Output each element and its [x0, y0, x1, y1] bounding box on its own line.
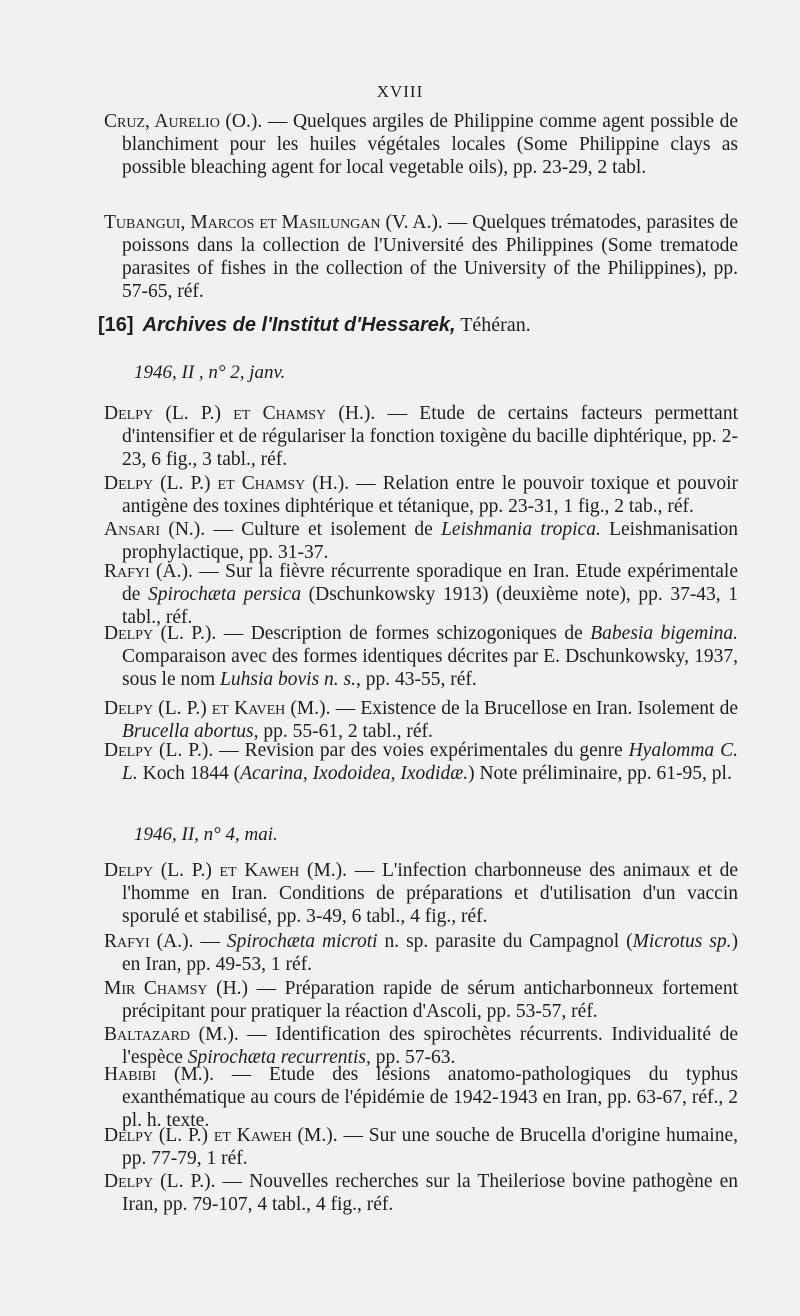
entry-authors: Cruz, Aurelio (O.).: [104, 111, 263, 132]
bib-entry: [104, 622, 738, 691]
entry-text: — Etude des lésions anatomo-pathologiques du typhus exanthématique au cours de l'épidémie de 1942-1943 en Iran, pp. 63-67, réf., 2 pl. h. texte.: [122, 1064, 738, 1131]
bib-entry: [104, 402, 738, 471]
bib-entry: [104, 110, 738, 179]
entry-italic: Spirochæta persica: [147, 584, 302, 605]
entry-text: — Quelques argiles de Philippine comme agent possible de blanchiment pour les huiles végétales locales (Some Philippine clays as possible bleaching agent for local vegetable oils), pp. 23-29, 2 tabl.: [122, 111, 738, 178]
entry-text: —: [193, 931, 227, 952]
entry-italic: Brucella abortus,: [122, 721, 259, 742]
entry-text: Koch 1844 (: [137, 763, 241, 784]
entry-authors: Delpy (L. P.) et Kaveh (M.).: [104, 698, 331, 719]
entry-text: n. sp. parasite du Campagnol (: [377, 931, 633, 952]
entry-italic: Leishmania tropica.: [441, 519, 601, 540]
bib-entry: [104, 930, 738, 976]
bib-entry: [104, 977, 738, 1023]
entry-text: — Préparation rapide de sérum anticharbonneux fortement précipitant pour pratiquer la réaction d'Ascoli, pp. 53-57, réf.: [122, 978, 738, 1022]
entry-text: pp. 57-63.: [370, 1047, 456, 1068]
entry-authors: Delpy (L. P.) et Chamsy (H.).: [104, 473, 350, 494]
entry-text: — Revision par des voies expérimentales du genre: [213, 740, 629, 761]
entry-text: pp. 55-61, 2 tabl., réf.: [258, 721, 433, 742]
entry-text: — Culture et isolement de: [205, 519, 442, 540]
bib-entry: [104, 560, 738, 629]
entry-authors: Rafyi (A.).: [104, 931, 194, 952]
bib-entry: [104, 697, 738, 743]
entry-authors: Delpy (L. P.).: [104, 740, 214, 761]
entry-authors: Rafyi (A.).: [104, 561, 193, 582]
bib-entry: [104, 859, 738, 928]
entry-authors: Tubangui, Marcos et Masilungan (V. A.).: [104, 212, 443, 233]
bib-entry: [104, 1170, 738, 1216]
entry-italic: Hyalomma C. L.: [122, 740, 738, 784]
entry-italic: Spirochæta microti: [226, 931, 378, 952]
journal-city: Téhéran.: [460, 314, 531, 336]
entry-authors: Delpy (L. P.) et Kaweh (M.).: [104, 860, 348, 881]
journal-heading: [98, 314, 531, 337]
entry-text: — Sur la fièvre récurrente sporadique en Iran. Etude expérimentale de: [122, 561, 738, 605]
entry-text: — Identification des spirochètes récurrents. Individualité de l'espèce: [122, 1024, 738, 1068]
entry-text: — Description de formes schizogoniques de: [216, 623, 591, 644]
journal-title: Archives de l'Institut d'Hessarek,: [142, 314, 456, 336]
issue-label: 1946, II, n° 4, mai.: [134, 824, 278, 845]
entry-text: pp. 43-55, réf.: [360, 669, 477, 690]
entry-authors: Mir Chamsy (H.): [104, 978, 249, 999]
entry-text: Leishmanisation prophylactique, pp. 31-37.: [122, 519, 738, 563]
bib-entry: [104, 1124, 738, 1170]
entry-text: (Dschunkowsky 1913) (deuxième note), pp. 37-43, 1 tabl., réf.: [122, 584, 739, 628]
bib-entry: [104, 211, 738, 303]
entry-text: — Nouvelles recherches sur la Theileriose bovine pathogène en Iran, pp. 79-107, 4 tabl., 4 fig., réf.: [122, 1171, 739, 1215]
page-number: XVIII: [376, 82, 424, 101]
entry-text: — Relation entre le pouvoir toxique et pouvoir antigène des toxines diphtérique et tétanique, pp. 23-31, 1 fig., 2 tab., réf.: [122, 473, 738, 517]
entry-authors: Delpy (L. P.) et Chamsy (H.).: [104, 403, 376, 424]
entry-authors: Ansari (N.).: [104, 519, 206, 540]
entry-text: — Quelques trématodes, parasites de poissons dans la collection de l'Université des Philippines (Some trematode parasites of fishes in the collection of the University of the Philippines), pp. 57-65, réf.: [122, 212, 739, 302]
entry-text: Comparaison avec des formes identiques décrites par E. Dschunkowsky, 1937, sous le nom: [122, 646, 738, 690]
bib-entry: [104, 518, 738, 564]
issue-label: 1946, II , n° 2, janv.: [134, 362, 286, 383]
bib-entry: [104, 472, 738, 518]
entry-text: ) en Iran, pp. 49-53, 1 réf.: [122, 931, 739, 975]
entry-italic: Microtus sp.: [632, 931, 732, 952]
entry-authors: Delpy (L. P.).: [104, 1171, 216, 1192]
entry-authors: Baltazard (M.).: [104, 1024, 239, 1045]
entry-text: — Existence de la Brucellose en Iran. Isolement de: [330, 698, 739, 719]
entry-authors: Delpy (L. P.) et Kaweh (M.).: [104, 1125, 338, 1146]
entry-italic: Spirochæta recurrentis,: [187, 1047, 371, 1068]
entry-text: ) Note préliminaire, pp. 61-95, pl.: [468, 763, 732, 784]
journal-number: [16]: [98, 314, 134, 336]
entry-italic: Acarina, Ixodoidea, Ixodidæ.: [240, 763, 469, 784]
entry-authors: Habibi (M.).: [104, 1064, 215, 1085]
entry-text: — L'infection charbonneuse des animaux et de l'homme en Iran. Conditions de préparations et d'utilisation d'un vaccin sporulé et stabilisé, pp. 3-49, 6 tabl., 4 fig., réf.: [122, 860, 738, 927]
bib-entry: [104, 1063, 738, 1132]
bib-entry: [104, 739, 738, 785]
entry-italic: Luhsia bovis n. s.,: [220, 669, 361, 690]
entry-text: — Etude de certains facteurs permettant d'intensifier et de régulariser la fonction toxigène du bacille diphtérique, pp. 2-23, 6 fig., 3 tabl., réf.: [122, 403, 738, 470]
entry-text: — Sur une souche de Brucella d'origine humaine, pp. 77-79, 1 réf.: [122, 1125, 739, 1169]
entry-authors: Delpy (L. P.).: [104, 623, 217, 644]
entry-italic: Babesia bigemina.: [590, 623, 738, 644]
